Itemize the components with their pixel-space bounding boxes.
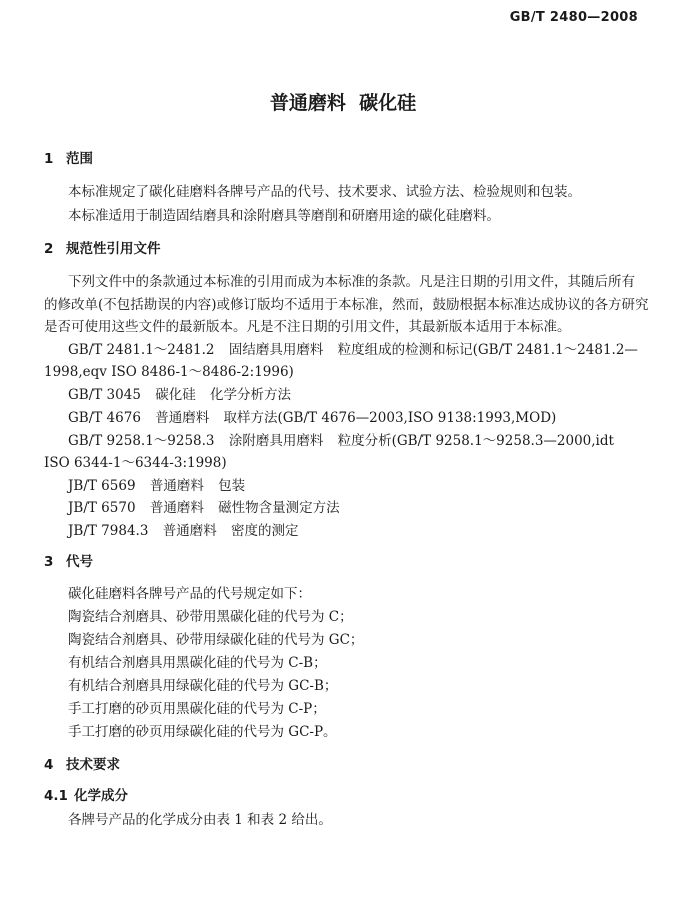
reference-note: 包装 — [218, 478, 246, 494]
reference-title: 普通磨料 — [149, 478, 204, 494]
list-item: 陶瓷结合剂磨具、砂带用绿碳化硅的代号为 GC； — [68, 632, 364, 648]
reference-title: 固结磨具用磨料 — [228, 342, 324, 358]
reference-item — [68, 477, 668, 495]
reference-note: 取样方法(GB/T 4676—2003,ISO 9138:1993,MOD) — [223, 410, 557, 426]
reference-title: 普通磨料 — [162, 523, 217, 539]
section-number: 1 — [44, 151, 54, 167]
reference-code: GB/T 4676 — [68, 410, 141, 426]
reference-item — [68, 409, 668, 427]
paragraph: 下列文件中的条款通过本标准的引用而成为本标准的条款。凡是注日期的引用文件，其随后所有 — [68, 274, 635, 290]
reference-note: 粒度组成的检测和标记(GB/T 2481.1～2481.2— — [337, 342, 638, 358]
reference-note: 化学分析方法 — [210, 387, 291, 403]
reference-code: JB/T 6570 — [68, 500, 136, 516]
section-3-heading — [44, 553, 644, 571]
standard-number: GB/T 2480—2008 — [509, 10, 638, 25]
list-item: 陶瓷结合剂磨具、砂带用黑碳化硅的代号为 C； — [68, 609, 353, 625]
reference-code: GB/T 3045 — [68, 387, 141, 403]
section-4-heading — [44, 756, 644, 774]
reference-code: GB/T 9258.1～9258.3 — [68, 433, 215, 449]
paragraph: 本标准规定了碳化硅磨料各牌号产品的代号、技术要求、试验方法、检验规则和包装。 — [68, 184, 581, 200]
reference-code: JB/T 7984.3 — [68, 523, 149, 539]
section-title: 技术要求 — [66, 757, 120, 773]
section-title: 代号 — [66, 554, 93, 570]
paragraph: 各牌号产品的化学成分由表 1 和表 2 给出。 — [68, 812, 332, 828]
section-number: 4 — [44, 757, 54, 773]
reference-continuation: ISO 6344-1～6344-3:1998) — [44, 455, 227, 471]
list-item: 有机结合剂磨具用绿碳化硅的代号为 GC-B； — [68, 678, 338, 694]
reference-item — [68, 522, 668, 540]
section-2-heading — [44, 240, 644, 258]
section-title: 规范性引用文件 — [66, 241, 161, 257]
document-title: 普通磨料 碳化硅 — [269, 92, 417, 114]
list-item: 手工打磨的砂页用绿碳化硅的代号为 GC-P。 — [68, 724, 337, 740]
list-item: 碳化硅磨料各牌号产品的代号规定如下： — [68, 586, 311, 602]
reference-title: 普通磨料 — [155, 410, 210, 426]
list-item: 有机结合剂磨具用黑碳化硅的代号为 C-B； — [68, 655, 327, 671]
reference-title: 涂附磨具用磨料 — [228, 433, 324, 449]
section-title: 范围 — [66, 151, 93, 167]
reference-note: 密度的测定 — [231, 523, 299, 539]
reference-continuation: 1998,eqv ISO 8486-1～8486-2:1996) — [44, 364, 294, 380]
reference-note: 磁性物含量测定方法 — [218, 500, 340, 516]
paragraph: 的修改单(不包括勘误的内容)或修订版均不适用于本标准，然而，鼓励根据本标准达成协议的各方研究 — [44, 297, 649, 313]
reference-title: 普通磨料 — [149, 500, 204, 516]
paragraph: 本标准适用于制造固结磨具和涂附磨具等磨削和研磨用途的碳化硅磨料。 — [68, 208, 500, 224]
subsection-title: 化学成分 — [74, 788, 128, 804]
reference-item — [68, 341, 668, 359]
reference-title: 碳化硅 — [155, 387, 196, 403]
section-number: 2 — [44, 241, 54, 257]
reference-item — [68, 386, 668, 404]
paragraph: 是否可使用这些文件的最新版本。凡是不注日期的引用文件，其最新版本适用于本标准。 — [44, 319, 571, 335]
reference-item — [68, 432, 668, 450]
reference-code: GB/T 2481.1～2481.2 — [68, 342, 215, 358]
reference-note: 粒度分析(GB/T 9258.1～9258.3—2000,idt — [337, 433, 614, 449]
subsection-4-1-heading — [44, 787, 644, 805]
list-item: 手工打磨的砂页用黑碳化硅的代号为 C-P； — [68, 701, 326, 717]
subsection-number: 4.1 — [44, 788, 68, 804]
section-number: 3 — [44, 554, 54, 570]
reference-code: JB/T 6569 — [68, 478, 136, 494]
section-1-heading — [44, 150, 644, 168]
reference-item — [68, 499, 668, 517]
